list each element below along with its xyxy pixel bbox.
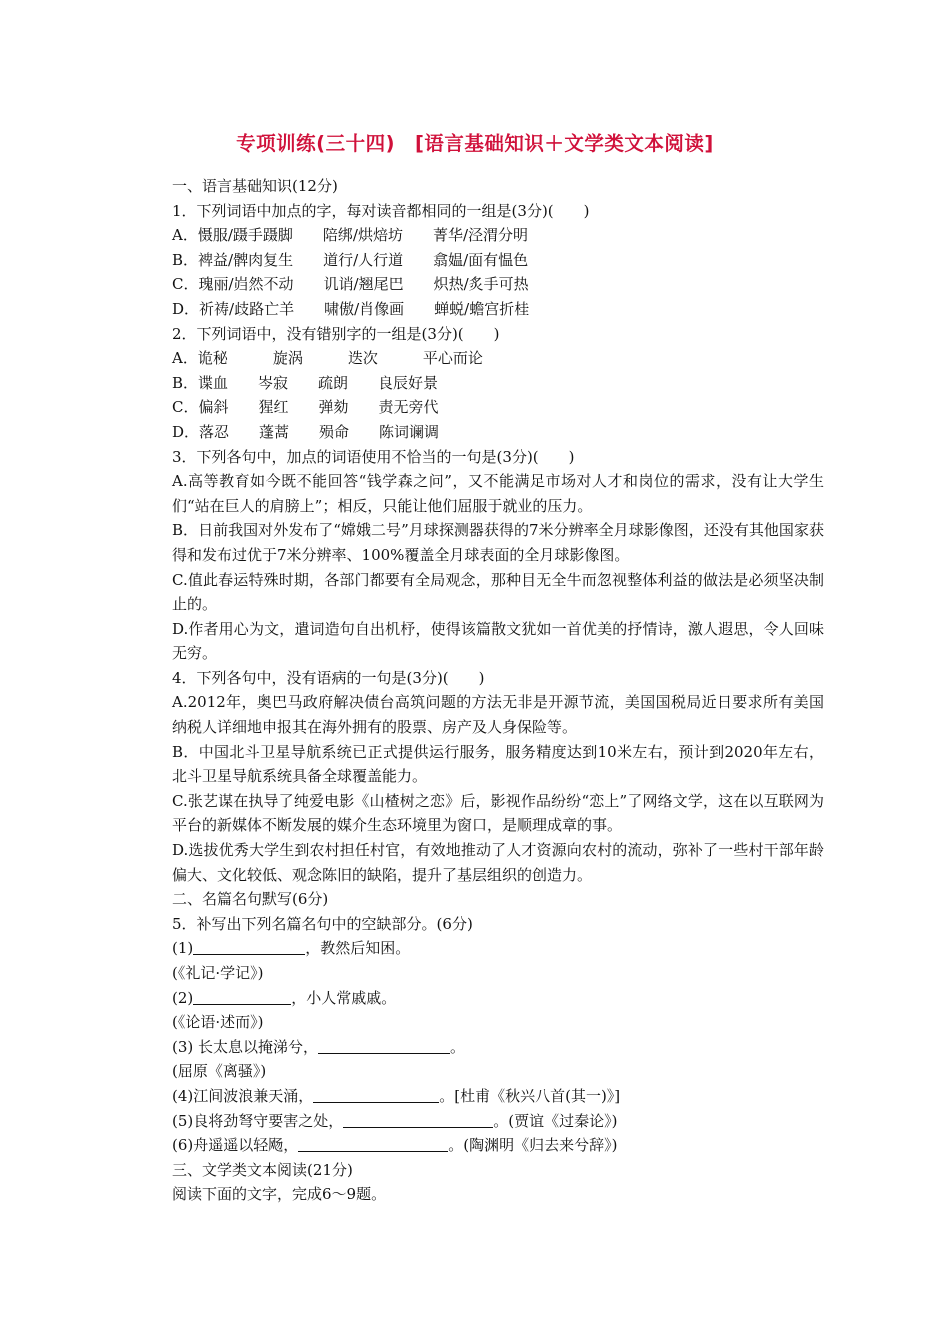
option-b: B．裨益/髀肉复生 道行/人行道 翕媪/面有愠色 <box>172 250 529 269</box>
question-stem: 4．下列各句中，没有语病的一句是(3分)( ) <box>172 668 485 687</box>
fill-blank-line-5 <box>172 1109 824 1134</box>
option-a: A．慑服/蹑手蹑脚 陪绑/烘焙坊 菁华/泾渭分明 <box>172 226 528 245</box>
blank-suffix: 。 <box>450 1037 466 1056</box>
option-d: D．落忍 蓬蒿 殒命 陈词谰调 <box>172 422 440 441</box>
answer-blank[interactable] <box>298 1136 448 1152</box>
fill-blank-line-1 <box>172 936 824 961</box>
section-heading: 一、语言基础知识(12分) <box>172 177 338 195</box>
question-stem: 2．下列词语中，没有错别字的一组是(3分)( ) <box>172 324 500 343</box>
question-stem: 1．下列词语中加点的字，每对读音都相同的一组是(3分)( ) <box>172 201 590 220</box>
option-b: B．中国北斗卫星导航系统已正式提供运行服务，服务精度达到10米左右，预计到2020年左右，北斗卫星导航系统具备全球覆盖能力。 <box>172 742 824 786</box>
option-a: A．诡秘 旋涡 迭次 平心而论 <box>172 349 483 368</box>
option-a: A.2012年，奥巴马政府解决债台高筑问题的方法无非是开源节流，美国国税局近日要求所有美国纳税人详细地申报其在海外拥有的股票、房产及人身保险等。 <box>172 693 824 737</box>
question-stem: 3．下列各句中，加点的词语使用不恰当的一句是(3分)( ) <box>172 447 575 466</box>
blank-prefix: (4)江间波浪兼天涌， <box>172 1086 314 1105</box>
option-a: A.高等教育如今既不能回答“钱学森之问”，又不能满足市场对人才和岗位的需求，没有让大学生们“站在巨人的肩膀上”；相反，只能让他们屈服于就业的压力。 <box>172 472 824 515</box>
blank-suffix: 。[杜甫《秋兴八首(其一)》] <box>439 1086 621 1105</box>
option-c: C．偏斜 猩红 弹劾 责无旁代 <box>172 398 439 417</box>
question-stem: 5．补写出下列名篇名句中的空缺部分。(6分) <box>172 914 473 933</box>
fill-blank-line-4 <box>172 1084 824 1109</box>
answer-blank[interactable] <box>193 989 291 1005</box>
fill-blank-line-6 <box>172 1133 824 1158</box>
option-c: C.值此春运特殊时期，各部门都要有全局观念，那种目无全牛而忽视整体利益的做法是必须坚决制止的。 <box>172 570 824 614</box>
blank-prefix: (2) <box>172 988 194 1007</box>
fill-blank-line-3 <box>172 1035 824 1060</box>
blank-suffix: 。(陶渊明《归去来兮辞》) <box>448 1136 618 1155</box>
option-c: C．瑰丽/岿然不动 讥诮/翘尾巴 炽热/炙手可热 <box>172 275 529 294</box>
blank-suffix: 。(贾谊《过秦论》) <box>493 1111 618 1130</box>
option-b: B．日前我国对外发布了“嫦娥二号”月球探测器获得的7米分辨率全月球影像图，还没有其他国家获得和发布过优于7米分辨率、100%覆盖全月球表面的全月球影像图。 <box>172 521 824 564</box>
blank-prefix: (1) <box>172 939 194 958</box>
page-title: 专项训练(三十四) [语言基础知识＋文学类文本阅读] <box>236 132 714 155</box>
option-d: D.选拔优秀大学生到农村担任村官，有效地推动了人才资源向农村的流动，弥补了一些村干部年龄偏大、文化较低、观念陈旧的缺陷，提升了基层组织的创造力。 <box>172 841 824 884</box>
option-c: C.张艺谋在执导了纯爱电影《山楂树之恋》后，影视作品纷纷“恋上”了网络文学，这在以互联网为平台的新媒体不断发展的媒介生态环境里为窗口，是顺理成章的事。 <box>172 791 824 835</box>
blank-prefix: (6)舟遥遥以轻飏， <box>172 1136 299 1155</box>
option-b: B．谍血 岑寂 疏朗 良辰好景 <box>172 373 439 392</box>
document-body <box>172 174 824 1207</box>
source-citation: (《论语·述而》) <box>172 1013 264 1032</box>
option-d: D.作者用心为文，遣词造句自出机杼，使得该篇散文犹如一首优美的抒情诗，激人遐思，令人回味无穷。 <box>172 619 824 663</box>
blank-suffix: ，小人常戚戚。 <box>291 988 397 1007</box>
answer-blank[interactable] <box>193 939 305 955</box>
source-citation: (《礼记·学记》) <box>172 964 264 982</box>
section-heading: 二、名篇名句默写(6分) <box>172 890 329 909</box>
reading-intro: 阅读下面的文字，完成6～9题。 <box>172 1185 387 1204</box>
section-heading: 三、文学类文本阅读(21分) <box>172 1160 353 1179</box>
answer-blank[interactable] <box>313 1087 439 1103</box>
option-d: D．祈祷/歧路亡羊 啸傲/肖像画 蝉蜕/蟾宫折桂 <box>172 299 530 318</box>
answer-blank[interactable] <box>343 1112 493 1128</box>
blank-prefix: (3) 长太息以掩涕兮， <box>172 1037 319 1056</box>
fill-blank-line-2 <box>172 986 824 1011</box>
blank-suffix: ，教然后知困。 <box>305 939 411 958</box>
answer-blank[interactable] <box>318 1038 450 1054</box>
source-citation: (屈原《离骚》) <box>172 1062 267 1081</box>
blank-prefix: (5)良将劲弩守要害之处， <box>172 1111 344 1130</box>
